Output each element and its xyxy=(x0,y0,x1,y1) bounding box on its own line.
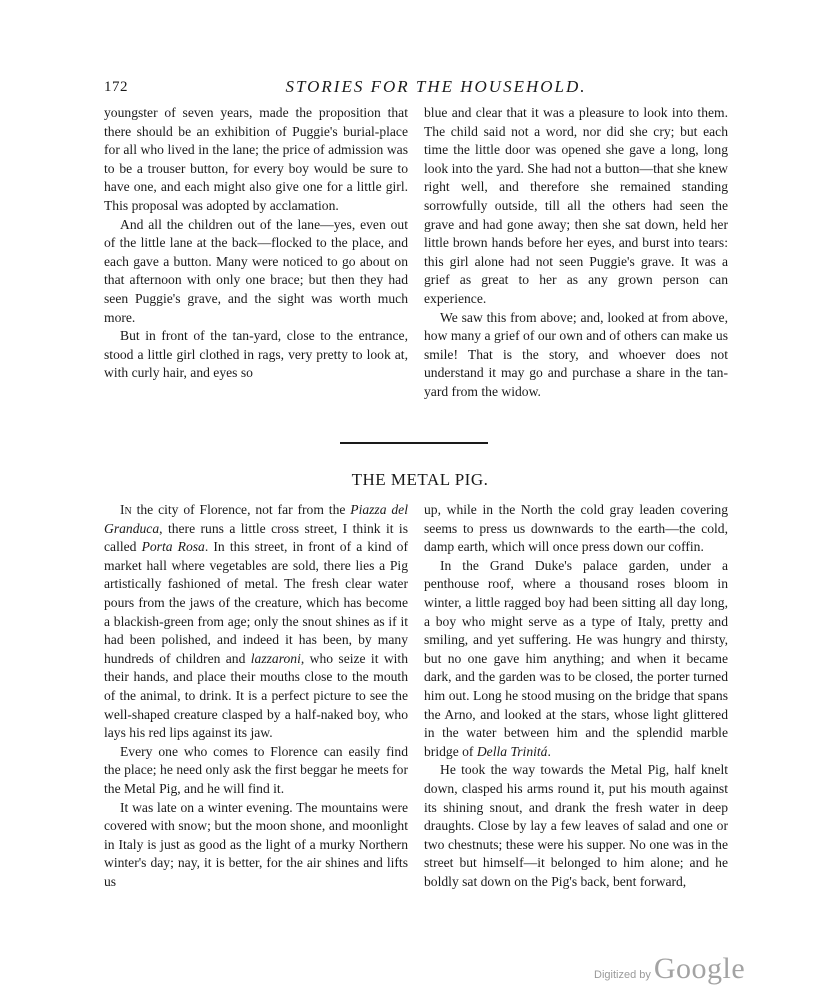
paragraph: We saw this from above; and, looked at from above, how many a grief of our own and of others can make us smile! That is the story, and whoever does not understand it may go and purchase a share in the tan-yard from the widow. xyxy=(424,309,728,399)
italic-run: Porta Rosa xyxy=(141,539,205,555)
google-logo: Google xyxy=(653,952,746,985)
text-run: In the Grand Duke's palace garden, under a penthouse roof, where a thousand roses bloom in winter, a little ragged boy had been sitting all day long, a boy who might serve as a type of Italy, pretty and smiling, and yet suffering. He was hungry and thirsty, but no one gave him anything; and when it became dark, and the garden was to be closed, the porter turned him out. Long he stood musing on the bridge that spans the Arno, and looked at the stars, whose light glittered in the water between him and the splendid marble bridge of xyxy=(424,557,728,759)
paragraph: And all the children out of the lane—yes, even out of the little lane at the back—flocked to the place, and each gave a button. Many were noticed to go about on that afternoon with only one brace; but then they had seen Puggie's grave, and the sight was worth much more. xyxy=(104,216,408,325)
page-number: 172 xyxy=(104,79,128,95)
paragraph: blue and clear that it was a pleasure to look into them. The child said not a word, nor did she cry; but each time the little door was opened she gave a long, long look into the yard. She had not a button—that she knew right well, and therefore she remained standing sorrowfully outside, till all the others had seen the grave and had gone away; then she sat down, held her little brown hands before her eyes, and burst into tears: this girl alone had not seen Puggie's grave. It was a grief as great to her as any grown person can experience. xyxy=(424,105,728,306)
italic-run: Della Trinitá xyxy=(476,743,548,759)
top-left-column xyxy=(104,104,408,383)
watermark-prefix: Digitized by xyxy=(594,969,651,981)
top-right-column xyxy=(424,104,728,402)
bottom-left-column xyxy=(104,501,408,891)
digitized-watermark xyxy=(594,952,745,986)
paragraph: youngster of seven years, made the proposition that there should be an exhibition of Puggie's burial-place for all who lived in the lane; the price of admission was to be a trouser button, for every boy would be sure to have one, and each might also give one for a little girl. This proposal was adopted by acclamation. xyxy=(104,105,408,213)
paragraph xyxy=(424,557,728,762)
text-run: . In this street, in front of a kind of market hall where vegetables are sold, there lies a Pig artistically fashioned of metal. The fresh clear water pours from the jaws of the creature, which has become a blackish-green from age; only the snout shines as if it had been polished, and indeed it has been, by many hundreds of children and xyxy=(104,539,408,666)
drop-word: In xyxy=(120,502,132,517)
paragraph: Every one who comes to Florence can easily find the place; he need only ask the first beggar he meets for the Metal Pig, and he will find it. xyxy=(104,743,408,796)
section-divider xyxy=(340,442,488,444)
italic-run: Piazza del Granduca xyxy=(104,502,408,536)
paragraph: It was late on a winter evening. The mountains were covered with snow; but the moon shone, and moonlight in Italy is just as good as the light of a murky Northern winter's day; nay, it is better, for the air shines and lifts us xyxy=(104,799,408,889)
text-run: . xyxy=(547,743,551,759)
text-run: , who seize it with their hands, and place their mouths close to the mouth of the animal, to drink. It is a perfect picture to see the well-shaped creature clasped by a half-naked boy, who lays his red lips against its jaw. xyxy=(104,650,409,741)
text-run: the city of Florence, not far from the xyxy=(131,502,351,517)
text-run: , there runs a little cross street, I think it is called xyxy=(104,520,408,555)
paragraph: He took the way towards the Metal Pig, half knelt down, clasped his arms round it, put his mouth against its shining snout, and drank the fresh water in deep draughts. Close by lay a few leaves of salad and one or two chestnuts; these were his supper. No one was in the street but himself—it belonged to him alone; and he boldly sat down on the Pig's back, bent forward, xyxy=(424,762,728,889)
paragraph xyxy=(104,501,408,743)
italic-run: lazzaroni xyxy=(250,650,301,666)
running-head: STORIES FOR THE HOUSEHOLD. xyxy=(285,77,587,96)
section-title: THE METAL PIG. xyxy=(351,470,489,489)
paragraph: But in front of the tan-yard, close to the entrance, stood a little girl clothed in rags, very pretty to look at, with curly hair, and eyes so xyxy=(104,328,408,381)
paragraph: up, while in the North the cold gray leaden covering seems to press us downwards to the earth—the cold, damp earth, which will once press down our coffin. xyxy=(424,502,728,555)
bottom-right-column xyxy=(424,501,728,891)
